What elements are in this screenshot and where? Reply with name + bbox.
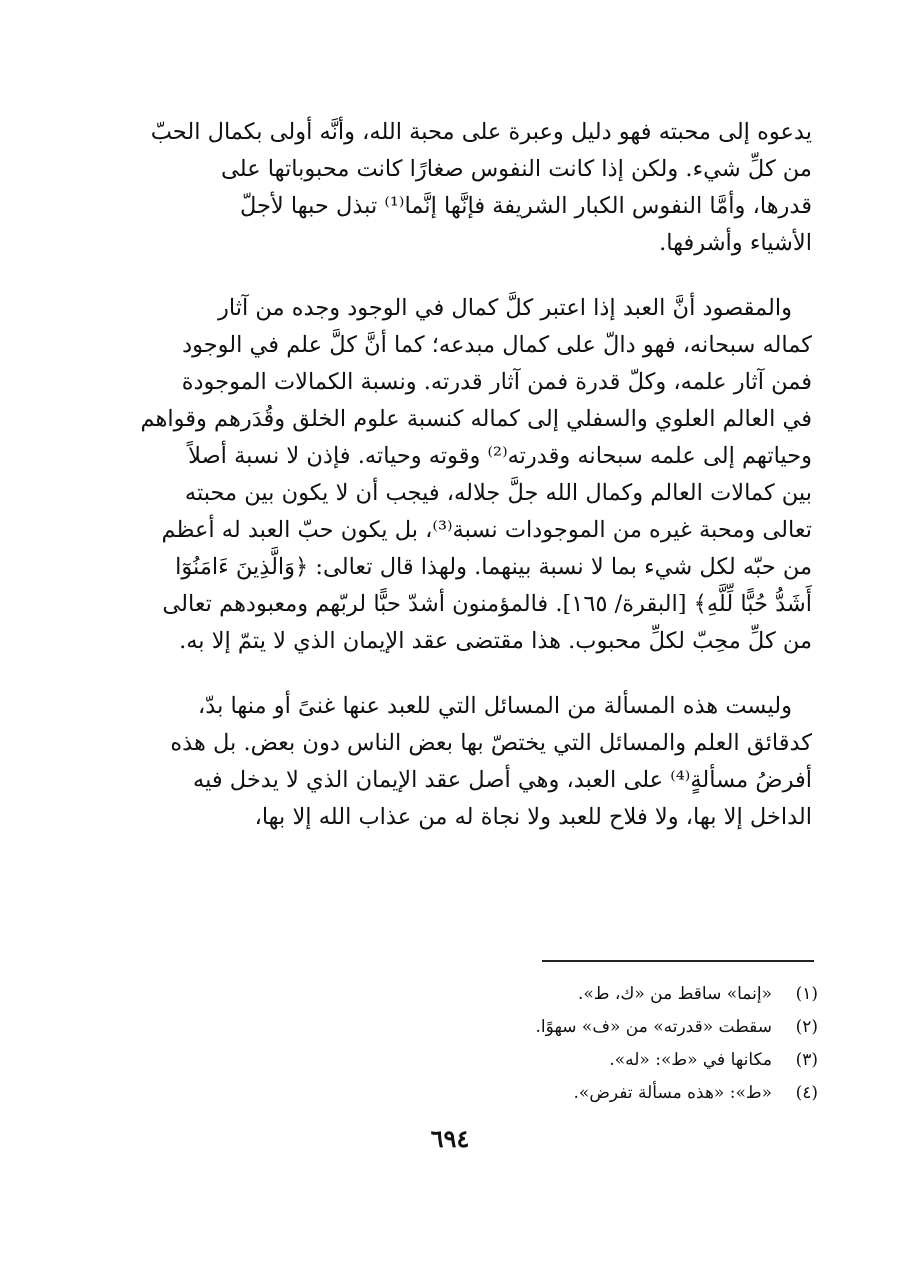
text-line: وليست هذه المسألة من المسائل التي للعبد عنها غنىً أو منها بدّ، (198, 693, 792, 719)
main-text (118, 114, 812, 836)
text-line: كماله سبحانه، فهو دالّ على كمال مبدعه؛ كما أنَّ كلَّ علم في الوجود (182, 332, 812, 358)
text-line: كدقائق العلم والمسائل التي يختصّ بها بعض الناس دون بعض. بل هذه (170, 730, 812, 756)
page-number: ٦٩٤ (430, 1124, 470, 1153)
text-line: أَشَدُّ حُبًّا لِّلَّهِ﴾ [البقرة/ ١٦٥]. فالمؤمنون أشدّ حبًّا لربّهم ومعبودهم تعالى (162, 591, 812, 617)
text-line: أفرضُ مسألةٍ⁽⁴⁾ على العبد، وهي أصل عقد الإيمان الذي لا يدخل فيه (193, 767, 812, 793)
text-line: تعالى ومحبة غيره من الموجودات نسبة⁽³⁾، بل يكون حبّ العبد له أعظم (161, 517, 812, 543)
text-line: من حبّه لكل شيء بما لا نسبة بينهما. ولهذا قال تعالى: ﴿وَالَّذِينَ ءَامَنُوٓا (175, 554, 812, 580)
text-line: في العالم العلوي والسفلي إلى كماله كنسبة علوم الخلق وقُدَرهم وقواهم (140, 406, 812, 432)
footnote-2 (300, 1011, 818, 1044)
text-line: من كلِّ محِبّ لكلِّ محبوب. هذا مقتضى عقد الإيمان الذي لا يتمّ إلا به. (179, 628, 812, 654)
text-line: وحياتهم إلى علمه سبحانه وقدرته⁽²⁾ وقوته وحياته. فإذن لا نسبة أصلاً (188, 443, 812, 469)
footnote-number: (١) (795, 984, 818, 1004)
footnote-3 (300, 1044, 818, 1077)
footnote-1 (300, 978, 818, 1011)
text-line: والمقصود أنَّ العبد إذا اعتبر كلَّ كمال في الوجود وجده من آثار (218, 295, 792, 321)
text-line: قدرها، وأمَّا النفوس الكبار الشريفة فإنَّها إنَّما⁽¹⁾ تبذل حبها لأجلّ (239, 193, 812, 219)
text-line: الداخل إلا بها، ولا فلاح للعبد ولا نجاة له من عذاب الله إلا بها، (254, 804, 812, 830)
footnote-separator (542, 960, 814, 962)
text-line: من كلِّ شيء. ولكن إذا كانت النفوس صغارًا كانت محبوباتها على (221, 156, 812, 182)
text-line: فمن آثار علمه، وكلّ قدرة فمن آثار قدرته. ونسبة الكمالات الموجودة (181, 369, 812, 395)
footnote-number: (٣) (795, 1050, 818, 1070)
footnote-number: (٤) (795, 1083, 818, 1103)
footnote-text: «إنما» ساقط من «ك، ط». (577, 984, 772, 1004)
footnote-number: (٢) (795, 1017, 818, 1037)
paragraph-gap (118, 660, 812, 688)
footnote-text: مكانها في «ط»: «له». (609, 1050, 772, 1070)
text-line: يدعوه إلى محبته فهو دليل وعبرة على محبة الله، وأنَّه أولى بكمال الحبّ (150, 119, 812, 145)
footnote-text: سقطت «قدرته» من «ف» سهوًا. (535, 1017, 772, 1037)
footnote-text: «ط»: «هذه مسألة تفرض». (573, 1083, 772, 1103)
text-line: بين كمالات العالم وكمال الله جلَّ جلاله، فيجب أن لا يكون بين محبته (184, 480, 812, 506)
footnotes (300, 978, 818, 1110)
footnote-4 (300, 1077, 818, 1110)
paragraph-2 (118, 290, 812, 660)
text-line: الأشياء وأشرفها. (659, 230, 812, 256)
paragraph-3 (118, 688, 812, 836)
paragraph-1 (118, 114, 812, 262)
paragraph-gap (118, 262, 812, 290)
